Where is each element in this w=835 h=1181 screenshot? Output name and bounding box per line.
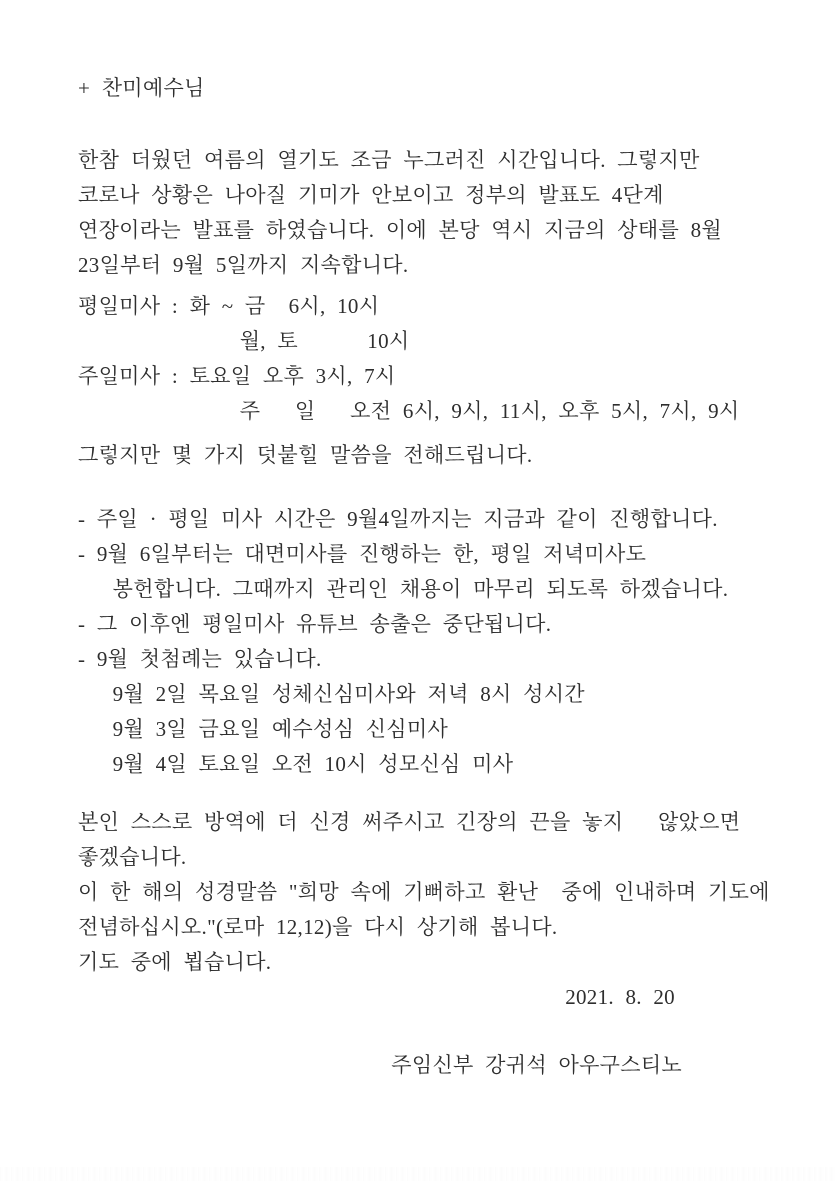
closing-line: 본인 스스로 방역에 더 신경 써주시고 긴장의 끈을 놓지 않았으면 [78, 810, 741, 834]
letter-signature: 주임신부 강귀석 아우구스티노 [391, 1053, 682, 1077]
closing-paragraph [78, 805, 780, 980]
schedule-line-sunday-2: 주 일 오전 6시, 9시, 11시, 오후 5시, 7시, 9시 [78, 399, 740, 423]
schedule-line-weekday-2: 월, 토 10시 [78, 329, 410, 353]
notice-item: - 주일 · 평일 미사 시간은 9월4일까지는 지금과 같이 진행합니다. [78, 507, 718, 531]
mass-schedule [78, 289, 780, 429]
notice-item: - 9월 6일부터는 대면미사를 진행하는 한, 평일 저녁미사도 [78, 542, 647, 566]
closing-line: 이 한 해의 성경말씀 "희망 속에 기뻐하고 환난 중에 인내하며 기도에 [78, 880, 770, 904]
letter-line: 코로나 상황은 나아질 기미가 안보이고 정부의 발표도 4단계 [78, 183, 664, 207]
letter-line: 23일부터 9월 5일까지 지속합니다. [78, 253, 409, 277]
letter-date: 2021. 8. 20 [565, 985, 675, 1009]
letter-interlude: 그렇지만 몇 가지 덧붙힐 말씀을 전해드립니다. [78, 443, 533, 467]
letter-line: 연장이라는 발표를 하였습니다. 이에 본당 역시 지금의 상태를 8월 [78, 218, 722, 242]
letter-line: 한참 더웠던 여름의 열기도 조금 누그러진 시간입니다. 그렇지만 [78, 148, 700, 172]
closing-line: 좋겠습니다. [78, 845, 187, 869]
notice-subitem: 9월 3일 금요일 예수성심 신심미사 [78, 717, 449, 741]
notice-subitem: 9월 2일 목요일 성체신심미사와 저녁 8시 성시간 [78, 682, 585, 706]
scan-noise-artifact [0, 1167, 835, 1181]
closing-line: 전념하십시오."(로마 12,12)을 다시 상기해 봅니다. [78, 915, 558, 939]
notice-item-continuation: 봉헌합니다. 그때까지 관리인 채용이 마무리 되도록 하겠습니다. [78, 577, 729, 601]
schedule-line-sunday: 주일미사 : 토요일 오후 3시, 7시 [78, 364, 396, 388]
schedule-line-weekday: 평일미사 : 화 ~ 금 6시, 10시 [78, 294, 380, 318]
notice-subitem: 9월 4일 토요일 오전 10시 성모신심 미사 [78, 752, 514, 776]
letter-intro-paragraph [78, 143, 780, 283]
closing-line: 기도 중에 뵙습니다. [78, 950, 272, 974]
notice-item: - 9월 첫첨례는 있습니다. [78, 647, 322, 671]
letter-greeting: + 찬미예수님 [78, 76, 205, 100]
notice-item: - 그 이후엔 평일미사 유튜브 송출은 중단됩니다. [78, 612, 552, 636]
notice-list [78, 502, 780, 782]
